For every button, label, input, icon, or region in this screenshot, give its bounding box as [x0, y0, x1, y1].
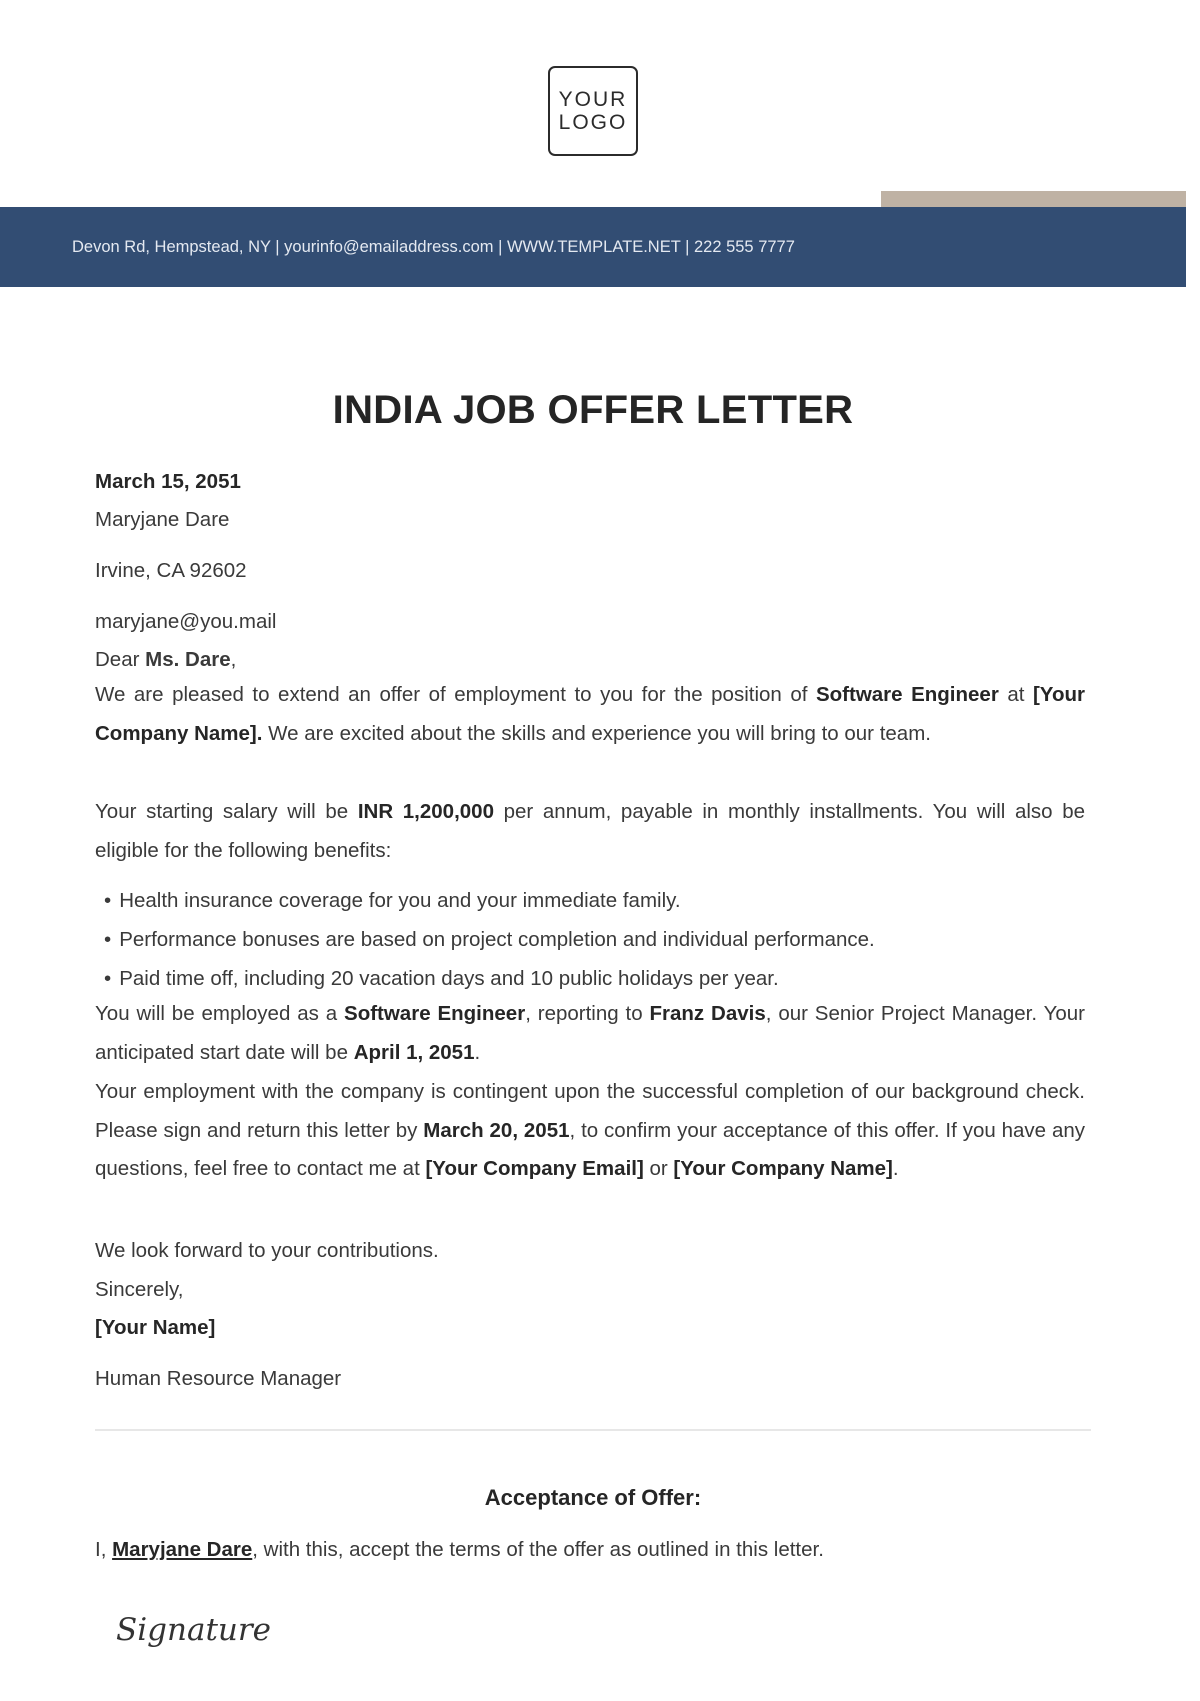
company-name: [Your Company Name] [673, 1157, 893, 1181]
greeting-prefix: Dear [95, 648, 146, 671]
text: We are pleased to extend an offer of employment to you for the position of [95, 683, 816, 706]
sender-role: Human Resource Manager [95, 1367, 342, 1390]
recipient-email: maryjane@you.mail [95, 610, 277, 633]
letter-date: March 15, 2051 [95, 470, 241, 493]
page-title: INDIA JOB OFFER LETTER [332, 388, 854, 432]
sign-off: Sincerely, [95, 1278, 184, 1301]
acceptee-name: Maryjane Dare [112, 1538, 253, 1561]
company-email: [Your Company Email] [425, 1157, 644, 1181]
signature: Signature [116, 1612, 272, 1648]
text: , with this, accept the terms of the offer as outlined in this letter. [252, 1538, 824, 1561]
paragraph-reporting [95, 995, 1085, 1072]
benefit-item: • Health insurance coverage for you and your immediate family. [104, 889, 681, 913]
start-date: April 1, 2051 [353, 1040, 475, 1064]
text: per annum, payable in monthly installments. You will also be eligible for the following benefits: [95, 800, 1086, 862]
text: Your employment with the company is contingent upon the successful completion of our background check. Please sign and return this letter by [95, 1080, 1085, 1142]
text: I, [95, 1538, 113, 1561]
recipient-address: Irvine, CA 92602 [95, 559, 247, 582]
text: or [643, 1157, 674, 1181]
acceptance-title: Acceptance of Offer: [484, 1485, 702, 1510]
manager-name: Franz Davis [649, 1002, 766, 1025]
company-name: [Your Company Name]. [95, 683, 1085, 745]
logo-line-2: LOGO [558, 111, 628, 134]
salary-amount: INR 1,200,000 [357, 800, 494, 823]
benefit-item: • Paid time off, including 20 vacation days and 10 public holidays per year. [104, 967, 779, 991]
logo-line-1: YOUR [558, 88, 628, 111]
position-title: Software Engineer [815, 683, 999, 706]
recipient-name: Maryjane Dare [95, 508, 230, 531]
paragraph-salary [95, 793, 1085, 870]
position-title: Software Engineer [344, 1002, 526, 1025]
greeting-suffix: , [230, 648, 237, 671]
closing-line: We look forward to your contributions. [95, 1239, 439, 1262]
text: , to confirm your acceptance of this offer. If you have any questions, feel free to contact me at [95, 1118, 1085, 1181]
acceptance-statement [95, 1538, 824, 1562]
text: You will be employed as a [95, 1002, 345, 1025]
header-contact-info: Devon Rd, Hempstead, NY | yourinfo@emailaddress.com | WWW.TEMPLATE.NET | 222 555 7777 [72, 237, 795, 256]
text: Your starting salary will be [95, 800, 358, 823]
accent-bar [881, 191, 1186, 208]
text: We are excited about the skills and experience you will bring to our team. [262, 721, 931, 745]
text: . [474, 1040, 481, 1064]
benefit-item: • Performance bonuses are based on project completion and individual performance. [104, 928, 875, 952]
greeting [95, 648, 236, 672]
paragraph-offer [95, 676, 1085, 753]
section-divider [95, 1429, 1091, 1431]
greeting-name: Ms. Dare [145, 648, 231, 671]
paragraph-conditions [95, 1073, 1085, 1189]
return-deadline: March 20, 2051 [423, 1118, 570, 1142]
header-band [0, 207, 1186, 287]
company-logo [548, 66, 638, 156]
text: , our Senior Project Manager. Your anticipated start date will be [95, 1002, 1085, 1064]
text: , reporting to [525, 1002, 650, 1025]
text: . [892, 1157, 899, 1181]
text: at [998, 683, 1033, 706]
sender-name: [Your Name] [95, 1316, 216, 1339]
